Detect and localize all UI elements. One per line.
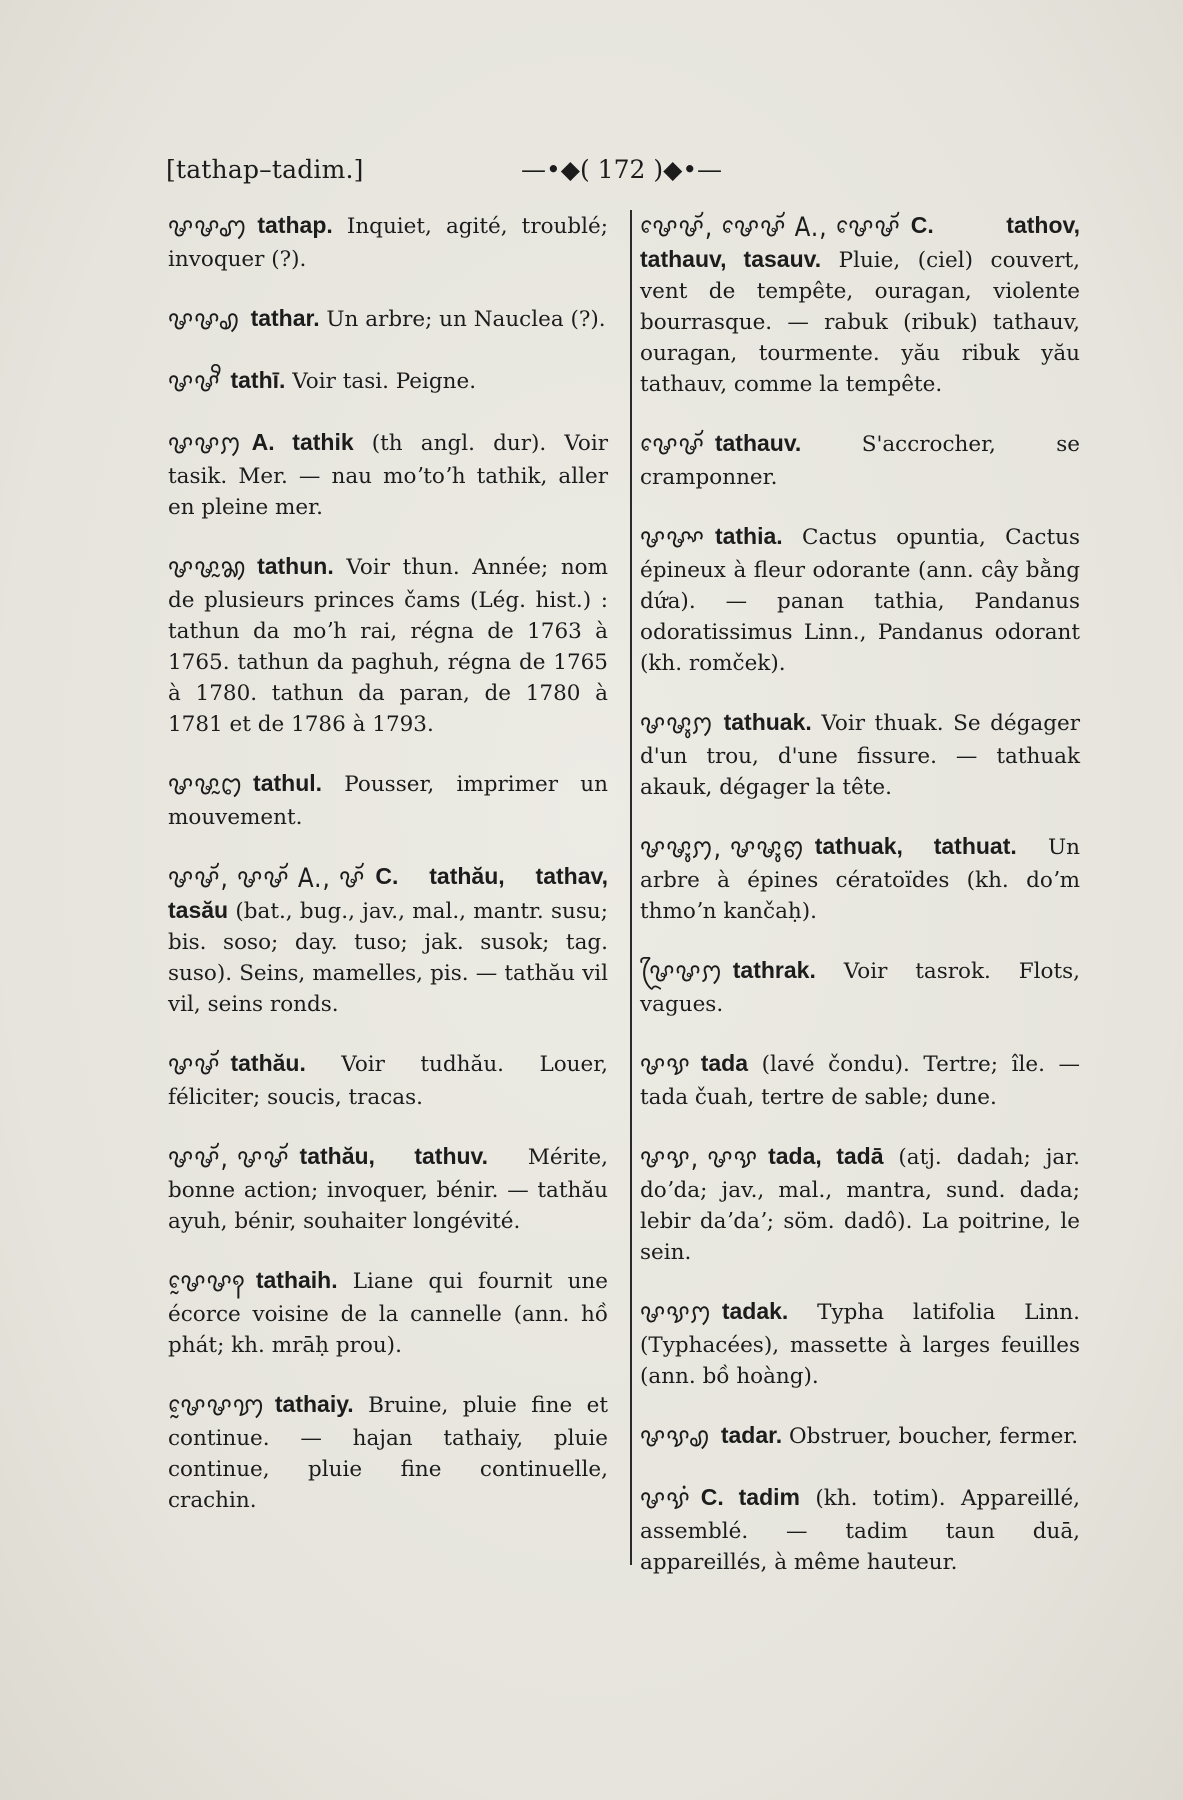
dictionary-entry: [168, 1389, 608, 1516]
definition: Voir tudhău. Louer, féliciter; soucis, tracas.: [168, 1052, 608, 1110]
column-divider: [630, 210, 632, 1565]
cham-script: ꨔꨔꨪ: [168, 367, 221, 398]
definition: (lavé čondu). Tertre; île. — tada čuah, tertre de sable; dune.: [640, 1052, 1080, 1110]
definition: Liane qui fournit une écorce voisine de la cannelle (ann. hồ phát; kh. mrāḥ prou).: [168, 1269, 608, 1358]
dictionary-entry: [168, 551, 608, 740]
cham-script: ꨔꨔꨮ, ꨔꨔꨮ A., ꨔꨮ: [168, 863, 366, 894]
cham-script: ꨔꨰꨔꩍ: [168, 1267, 246, 1298]
definition: Un arbre à épines cératoïdes (kh. doʼm thmoʼn kančaḥ).: [640, 835, 1080, 924]
entry-range: [tathap–tadim.]: [166, 155, 364, 184]
dictionary-entry: [168, 303, 608, 337]
dictionary-entry: [168, 1265, 608, 1361]
cham-script: ꨔꨔꨭꩆ: [168, 553, 248, 584]
headword: tada: [700, 1050, 749, 1076]
dictionary-entry: [640, 707, 1080, 803]
dictionary-entry: [640, 1482, 1080, 1578]
cham-script: ꨔꨕꩌ: [640, 1484, 691, 1515]
definition: Voir tasi. Peigne.: [285, 369, 477, 394]
dictionary-entry: [640, 1296, 1080, 1392]
cham-script: ꨔꨯꨔꨮ: [640, 430, 705, 461]
cham-script: ꨔꨔꨳ: [640, 523, 705, 554]
dictionary-entry: [168, 210, 608, 275]
cham-script: ꨔꨯꨔꨮ, ꨔꨯꨔꨮ A., ꨔꨯꨔꨮ: [640, 212, 901, 243]
definition: Bruine, pluie fine et continue. — hajan tathaiy, pluie continue, pluie fine continuelle, crachin.: [168, 1393, 608, 1513]
cham-script: ꨔꨔꩀ: [168, 429, 242, 460]
definition: Cactus opuntia, Cactus épineux à fleur odorante (ann. cây bằng dứa). — panan tathia, Pandanus odoratissimus Linn., Pandanus odorant (kh. romček).: [640, 525, 1080, 676]
headword: tadar.: [720, 1422, 783, 1448]
definition: Voir thuak. Se dégager d'un trou, d'une fissure. — tathuak akauk, dégager la tête.: [640, 711, 1080, 800]
dictionary-entry: [168, 768, 608, 833]
dictionary-entry: [640, 831, 1080, 927]
headword: tathaiy.: [274, 1391, 354, 1417]
cham-script: ꨔꨔꨮ, ꨔꨔꨮ: [168, 1143, 290, 1174]
definition: Voir tasrok. Flots, vagues.: [640, 959, 1080, 1017]
headword: tathaih.: [255, 1267, 338, 1293]
cham-script: ꨔꨔꨭꩊ: [168, 770, 244, 801]
page-number: —•◆( 172 )◆•—: [521, 155, 723, 184]
headword: tathul.: [253, 770, 323, 796]
headword: tathap.: [257, 212, 333, 238]
dictionary-entry: [640, 1048, 1080, 1113]
dictionary-entry: [640, 210, 1080, 400]
definition: Typha latifolia Linn. (Typhacées), massette à larges feuilles (ann. bồ hoàng).: [640, 1300, 1080, 1389]
definition: (atj. dadah; jar. doʼda; jav., mal., mantra, sund. dada; lebir daʼdaʼ; söm. dadô). La poitrine, le sein.: [640, 1145, 1080, 1265]
definition: Obstruer, boucher, fermer.: [782, 1424, 1079, 1449]
cham-script: ꨔꨔꩇ: [168, 212, 248, 243]
dictionary-entry: [168, 1048, 608, 1113]
cham-script: ꨔꨰꨔꩈ: [168, 1391, 265, 1422]
headword: A. tathik: [251, 429, 354, 455]
headword: tathar.: [250, 305, 320, 331]
dictionary-entry: [640, 1141, 1080, 1268]
headword: C. tathău, tathav, tasău: [168, 863, 608, 923]
headword: tathun.: [257, 553, 334, 579]
headword: tadak.: [721, 1298, 789, 1324]
definition: Mérite, bonne action; invoquer, bénir. — tathău ayuh, bénir, souhaiter longévité.: [168, 1145, 608, 1234]
dictionary-entry: [640, 521, 1080, 679]
definition: Inquiet, agité, troublé; invoquer (?).: [168, 214, 608, 272]
dictionary-entry: [640, 428, 1080, 493]
cham-script: ꨔꨔꩉ: [168, 305, 241, 336]
headword: tathuak.: [723, 709, 812, 735]
headword: tathia.: [714, 523, 783, 549]
right-column: [640, 210, 1080, 1606]
definition: (kh. totim). Appareillé, assemblé. — tadim taun duā, appareillés, à même hauteur.: [640, 1486, 1080, 1575]
definition: Un arbre; un Nauclea (?).: [319, 307, 606, 332]
dictionary-entry: [640, 955, 1080, 1020]
headword: tathău, tathuv.: [299, 1143, 489, 1169]
running-head: [166, 155, 721, 195]
cham-script: ꨔꨕꩀ: [640, 1298, 712, 1329]
headword: tathauv.: [714, 430, 802, 456]
dictionary-entry: [168, 427, 608, 523]
dictionary-entry: [168, 861, 608, 1020]
definition: Voir thun. Année; nom de plusieurs princes čams (Lég. hist.) : tathun da moʼh rai, régna de 1763 à 1765. tathun da paghuh, régna de 1765 à 1780. tathun da paran, de 1780 à 1781 et de 1786 à 1793.: [168, 555, 608, 737]
headword: tada, tadā: [768, 1143, 884, 1169]
definition: Pousser, imprimer un mouvement.: [168, 772, 608, 830]
cham-script: ꨔꨔꨮ: [168, 1050, 221, 1081]
dictionary-entry: [640, 1420, 1080, 1454]
headword: tathrak.: [732, 957, 816, 983]
headword: C. tadim: [700, 1484, 800, 1510]
headword: tathuak, tathuat.: [814, 833, 1017, 859]
cham-script: ꨔꨔꨶꩀ, ꨔꨔꨶꩅ: [640, 833, 805, 864]
cham-script: ꨔꨕ, ꨔꨕ: [640, 1143, 759, 1174]
dictionary-entry: [168, 365, 608, 399]
cham-script: ꨔꨕ: [640, 1050, 691, 1081]
definition: (th angl. dur). Voir tasik. Mer. — nau moʼtoʼh tathik, aller en pleine mer.: [168, 431, 608, 520]
left-column: [168, 210, 608, 1544]
headword: C. tathov, tathauv, tasauv.: [640, 212, 1080, 272]
definition: (bat., bug., jav., mal., mantr. susu; bis. soso; day. tuso; jak. susok; tag. suso). Seins, mamelles, pis. — tathău vil vil, seins ronds.: [168, 899, 608, 1017]
cham-script: ꨔꨴꨔꩀ: [640, 957, 723, 988]
headword: tathī.: [230, 367, 286, 393]
definition: Pluie, (ciel) couvert, vent de tempête, ouragan, violente bourrasque. — rabuk (ribuk) tathauv, ouragan, tourmente. yău ribuk yău tathauv, comme la tempête.: [640, 248, 1080, 397]
headword: tathău.: [230, 1050, 306, 1076]
cham-script: ꨔꨕꩉ: [640, 1422, 711, 1453]
cham-script: ꨔꨔꨶꩀ: [640, 709, 714, 740]
dictionary-entry: [168, 1141, 608, 1237]
definition: S'accrocher, se cramponner.: [640, 432, 1080, 490]
